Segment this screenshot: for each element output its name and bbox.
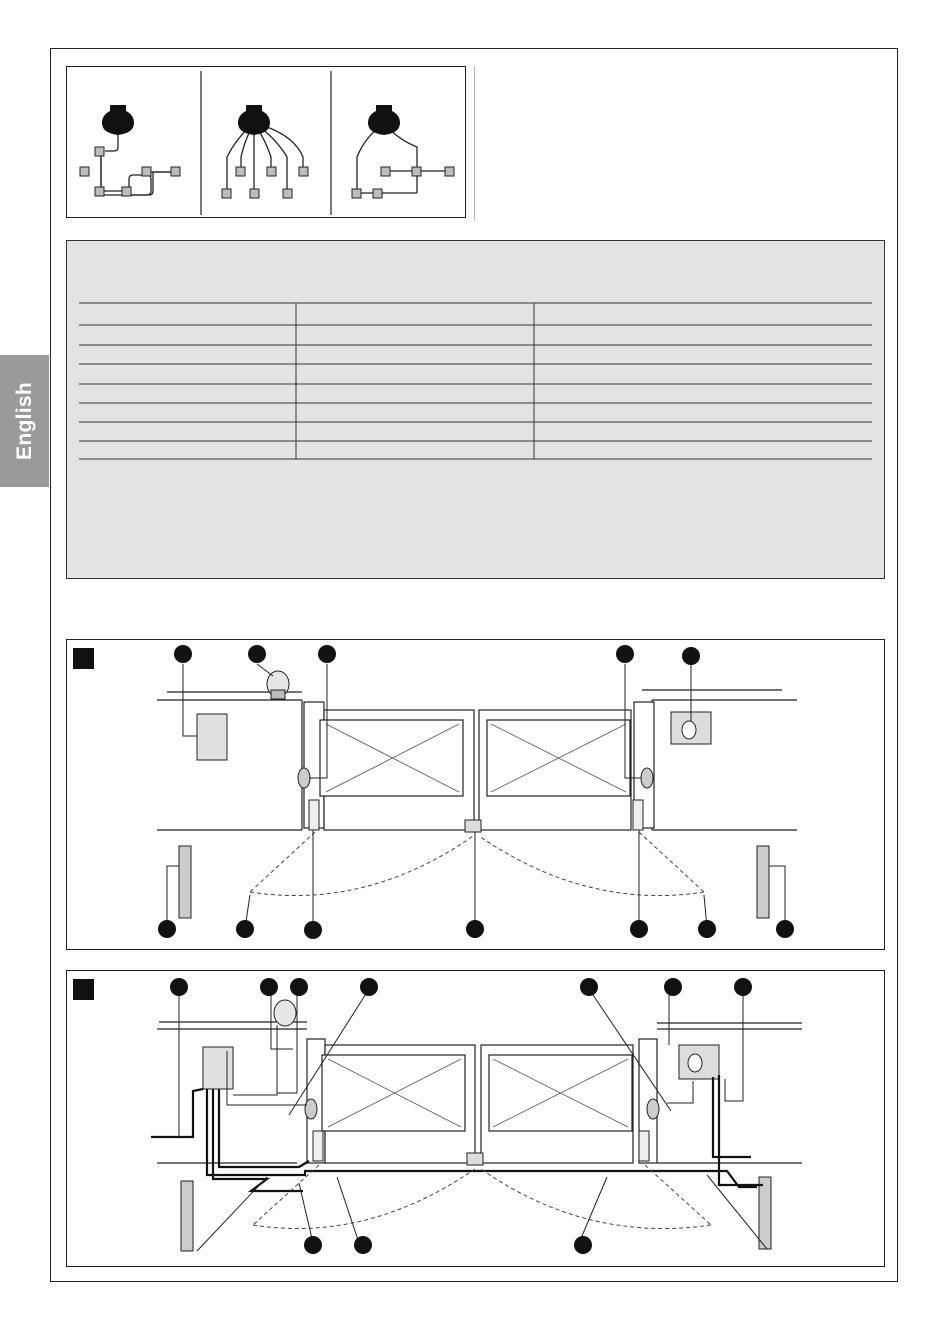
- language-tab[interactable]: [0, 355, 49, 487]
- figure-marker: [73, 648, 94, 669]
- photocell-icon: [647, 1099, 659, 1119]
- cable-table: [67, 241, 886, 580]
- column-divider: [474, 66, 475, 221]
- photocell-icon: [298, 768, 310, 788]
- gearmotor-icon: [309, 800, 319, 830]
- callout: [682, 647, 700, 665]
- callout: [698, 920, 716, 938]
- topology-diagrams: [67, 67, 467, 219]
- control-unit-icon: [203, 1047, 233, 1089]
- callout: [664, 978, 682, 996]
- callout: [616, 645, 634, 663]
- control-unit-icon: [102, 105, 134, 135]
- gate-wiring-diagram: [67, 971, 886, 1268]
- cable-table-panel: [66, 240, 885, 579]
- gate-stop-icon: [467, 1153, 483, 1165]
- gearmotor-icon: [633, 800, 643, 830]
- photocell-column-icon: [757, 846, 769, 918]
- callout: [354, 1236, 372, 1254]
- callout: [170, 978, 188, 996]
- topology-figure: [66, 66, 466, 218]
- installation-figure-wiring: [66, 970, 885, 1267]
- flashing-light-icon: [274, 1000, 296, 1026]
- photocell-column-icon: [181, 1181, 193, 1251]
- gate-component-diagram: [67, 640, 886, 951]
- callout: [574, 1236, 592, 1254]
- callout: [580, 978, 598, 996]
- callout: [158, 920, 176, 938]
- callout: [174, 645, 192, 663]
- control-unit-icon: [197, 714, 227, 760]
- language-tab-label: English: [12, 382, 36, 460]
- callout: [304, 921, 322, 939]
- callout: [290, 978, 308, 996]
- callout: [318, 645, 336, 663]
- callout: [236, 920, 254, 938]
- callout: [776, 920, 794, 938]
- callout: [260, 978, 278, 996]
- gearmotor-icon: [313, 1131, 323, 1161]
- photocell-column-icon: [179, 846, 191, 918]
- gate-stop-icon: [465, 820, 481, 832]
- callout: [466, 920, 484, 938]
- gearmotor-icon: [639, 1131, 649, 1161]
- photocell-icon: [305, 1099, 317, 1119]
- control-unit-icon: [368, 105, 400, 135]
- photocell-column-icon: [759, 1177, 771, 1249]
- callout: [734, 978, 752, 996]
- callout: [304, 1236, 322, 1254]
- photocell-icon: [641, 768, 653, 788]
- figure-marker: [73, 979, 94, 1000]
- control-unit-icon: [238, 105, 270, 135]
- callout: [360, 978, 378, 996]
- callout: [248, 645, 266, 663]
- installation-figure-components: [66, 639, 885, 950]
- callout: [630, 920, 648, 938]
